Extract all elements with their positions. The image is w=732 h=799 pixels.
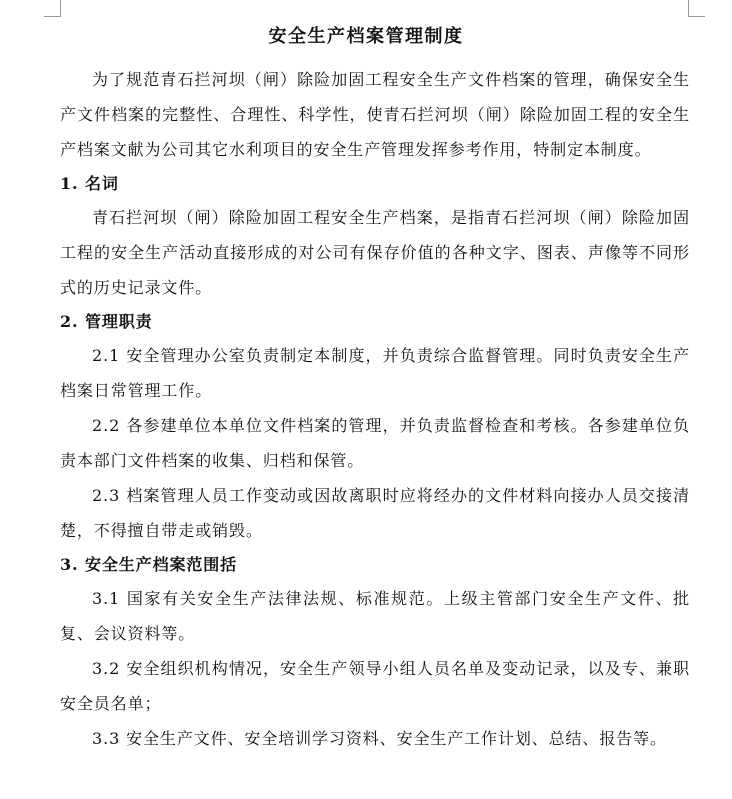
section-paragraph: 3.1 国家有关安全生产法律法规、标准规范。上级主管部门安全生产文件、批复、会议资料等。: [60, 589, 690, 643]
section-paragraph: 2.3 档案管理人员工作变动或因故离职时应将经办的文件材料向接办人员交接清楚，不得擅自带走或销毁。: [60, 486, 690, 540]
section-paragraph: 青石拦河坝（闸）除险加固工程安全生产档案，是指青石拦河坝（闸）除险加固工程的安全生产活动直接形成的对公司有保存价值的各种文字、图表、声像等不同形式的历史记录文件。: [60, 208, 690, 297]
intro-paragraph: 为了规范青石拦河坝（闸）除险加固工程安全生产文件档案的管理，确保安全生产文件档案的完整性、合理性、科学性，使青石拦河坝（闸）除险加固工程的安全生产档案文献为公司其它水利项目的安全生产管理发挥参考作用，特制定本制度。: [60, 70, 690, 159]
document-title: 安全生产档案管理制度: [268, 26, 464, 47]
section-3: [60, 548, 690, 756]
section-paragraph: 3.3 安全生产文件、安全培训学习资料、安全生产工作计划、总结、报告等。: [92, 729, 667, 748]
section-paragraph: 2.1 安全管理办公室负责制定本制度，并负责综合监督管理。同时负责安全生产档案日常管理工作。: [60, 346, 690, 400]
section-2: [60, 305, 690, 548]
section-heading: 2. 管理职责: [60, 312, 153, 331]
crop-mark-top-left: [44, 0, 61, 17]
section-1: [60, 167, 690, 305]
crop-mark-top-right: [688, 0, 705, 17]
document-body: [60, 62, 690, 756]
section-heading: 3. 安全生产档案范围括: [60, 555, 238, 574]
section-paragraph: 2.2 各参建单位本单位文件档案的管理，并负责监督检查和考核。各参建单位负责本部门文件档案的收集、归档和保管。: [60, 416, 690, 470]
section-paragraph: 3.2 安全组织机构情况，安全生产领导小组人员名单及变动记录，以及专、兼职安全员名单；: [60, 659, 690, 713]
section-heading: 1. 名词: [60, 174, 119, 193]
